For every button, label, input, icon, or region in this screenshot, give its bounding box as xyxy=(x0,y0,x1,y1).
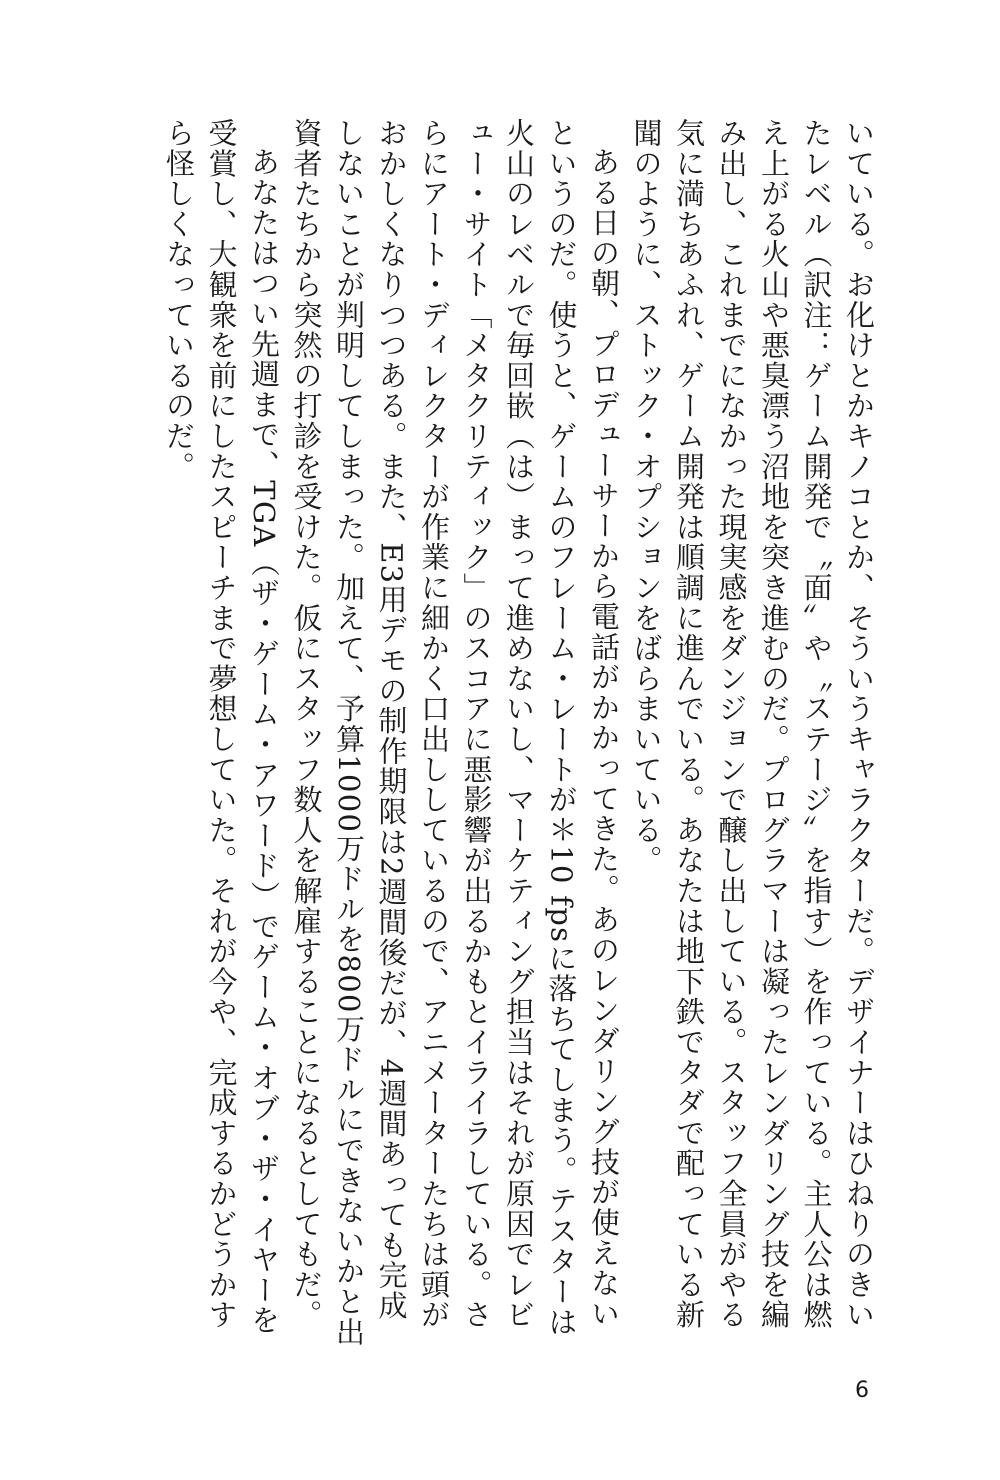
paragraph-2: ある日の朝、プロデューサーから電話がかかってきた。あのレンダリング技が使えないというのだ。使うと、ゲームのフレーム・レートが＊10 fpsに落ちてしまう。テスターは火山のレベルで毎回嵌（は）まって進めないし、マーケティング担当はそれが原因でレビュー・サイト「メタクリティック」のスコアに悪影響が出るかもとイライラしている。さらにアート・ディレクターが作業に細かく口出ししているので、アニメーターたちは頭がおかしくなりつつある。また、E3用デモの制作期限は2週間後だが、4週間あっても完成しないことが判明してしまった。加えて、予算1000万ドルを800万ドルにできないかと出資者たちから突然の打診を受けた。仮にスタッフ数人を解雇することになるとしてもだ。 xyxy=(289,118,621,1348)
paragraph-3: あなたはつい先週まで、TGA（ザ・ゲーム・アワード）でゲーム・オブ・ザ・イヤーを受賞し、大観衆を前にしたスピーチまで夢想していた。それが今や、完成するかどうかすら怪しくなっているのだ。 xyxy=(162,118,281,1336)
page-number: 6 xyxy=(855,1378,869,1403)
vertical-body-text xyxy=(160,118,880,1348)
paragraph-1: いている。お化けとかキノコとか、そういうキャラクターだ。デザイナーはひねりのきいたレベル（訳注：ゲーム開発で〝面〟や〝ステージ〟を指す）を作っている。主人公は燃え上がる火山や悪臭漂う沼地を突き進むのだ。プログラマーは凝ったレンダリング技を編み出し、これまでになかった現実感をダンジョンで醸し出している。スタッフ全員がやる気に満ちあふれ、ゲーム開発は順調に進んでいる。あなたは地下鉄でタダで配っている新聞のように、ストック・オプションをばらまいている。 xyxy=(629,118,876,1330)
